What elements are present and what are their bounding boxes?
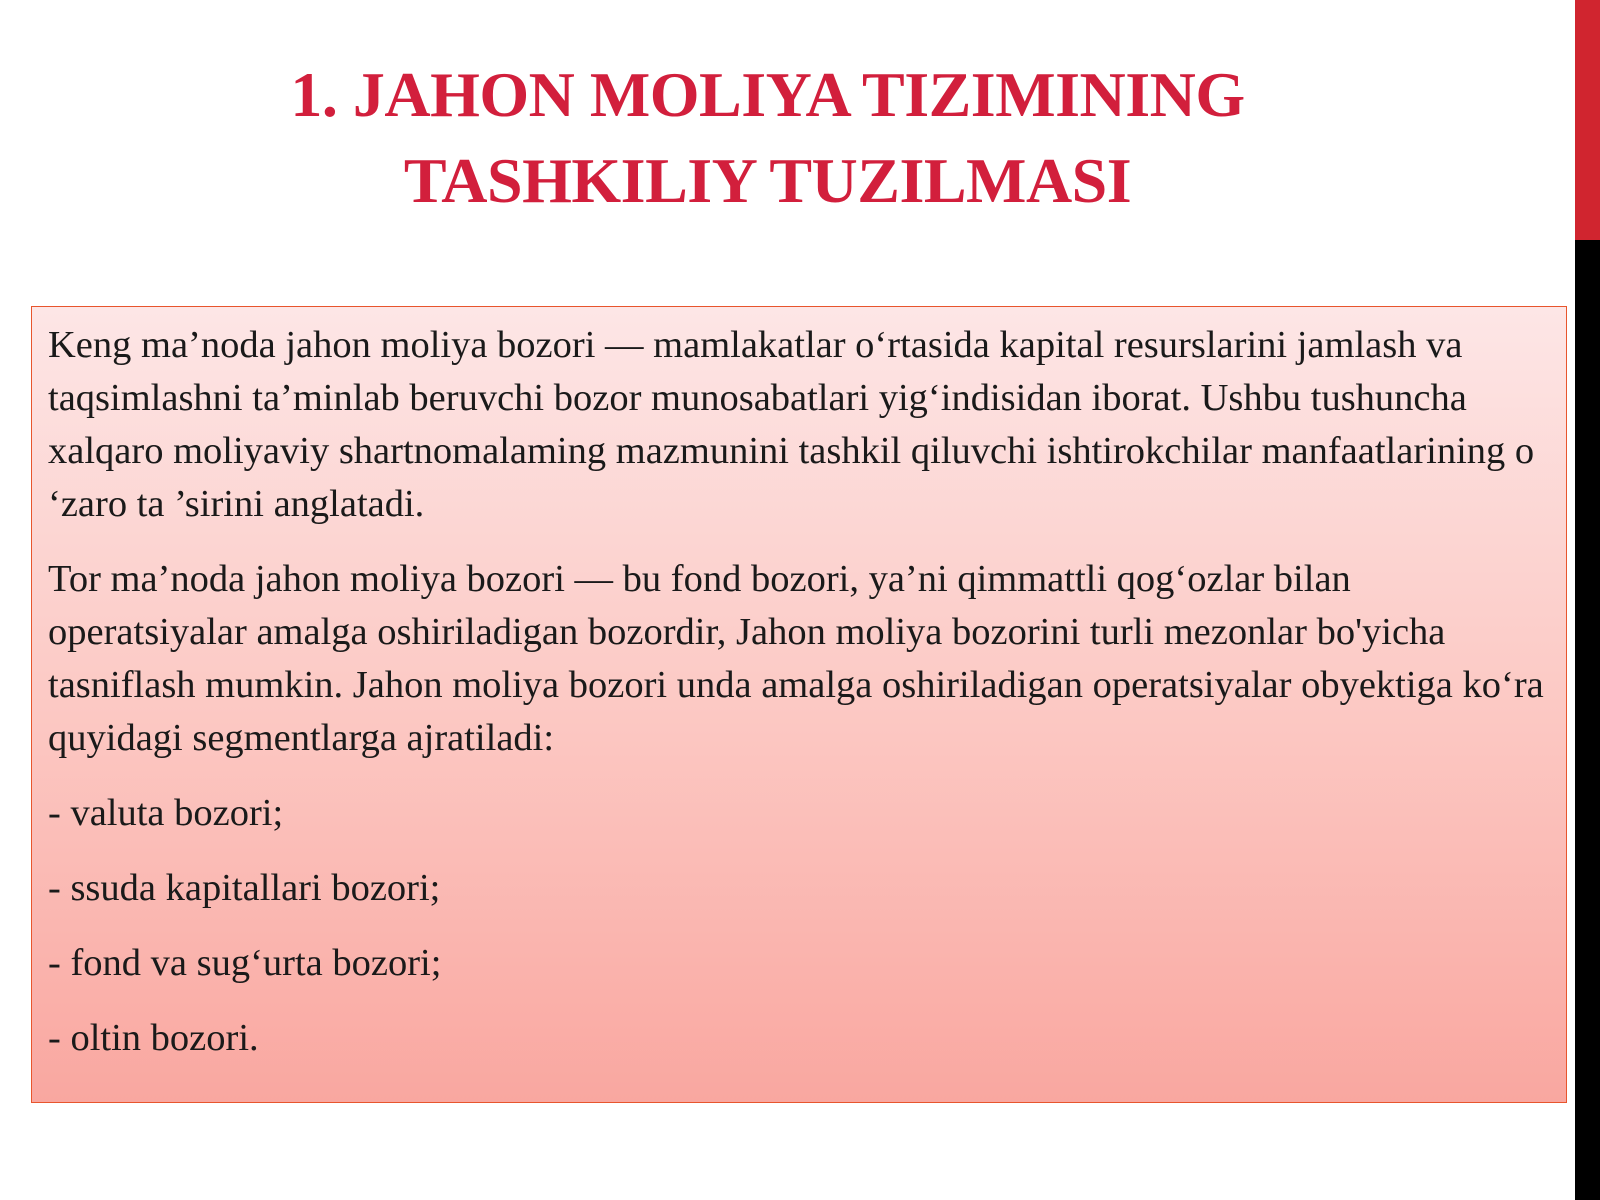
list-item-oltin: - oltin bozori. [48, 1017, 259, 1059]
list-item-fond: - fond va sug‘urta bozori; [48, 942, 442, 984]
paragraph-broad-definition: Keng ma’noda jahon moliya bozori — mamlakatlar o‘rtasida kapital resurslarini jamlash va taqsimlashni ta’minlab beruvchi bozor munosabatlari yig‘indisidan iborat. Ushbu tushuncha xalqaro moliyaviy shartnomalaming mazmunini tashkil qiluvchi ishtirokchilar manfaatlarining o ‘zaro ta ’sirini anglatadi. [48, 324, 1535, 525]
slide-title [150, 52, 1385, 224]
title-line-1: 1. JAHON MOLIYA TIZIMINING [290, 59, 1245, 130]
side-accent-bar [1575, 0, 1600, 240]
content-box [31, 306, 1567, 1103]
title-line-2: TASHKILIY TUZILMASI [403, 145, 1132, 216]
list-item-valuta: - valuta bozori; [48, 792, 284, 834]
paragraph-narrow-definition: Tor ma’noda jahon moliya bozori — bu fond bozori, ya’ni qimmattli qog‘ozlar bilan operatsiyalar amalga oshiriladigan bozordir, Jahon moliya bozorini turli mezonlar bo'yicha tasniflash mumkin. Jahon moliya bozori unda amalga oshiriladigan operatsiyalar obyektiga ko‘ra quyidagi segmentlarga ajratiladi: [48, 558, 1544, 759]
list-item-ssuda: - ssuda kapitallari bozori; [48, 867, 441, 909]
